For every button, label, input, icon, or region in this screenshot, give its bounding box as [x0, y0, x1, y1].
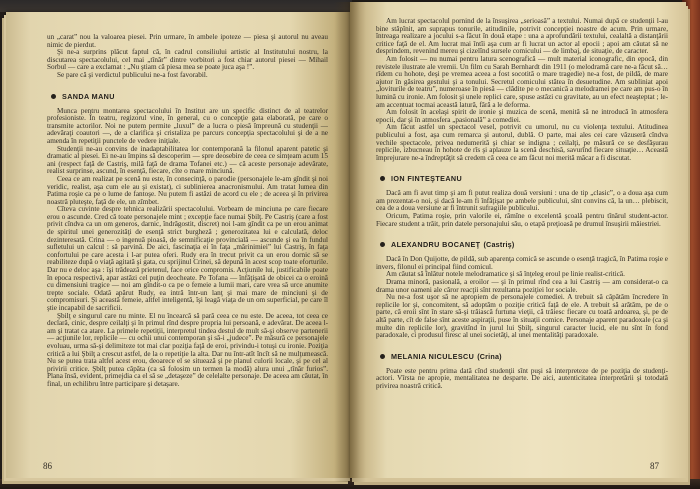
paragraph: Am făcut astfel un spectacol vesel, potrivit cu umorul, nu cu violenţa textului. Atitudinea publicului a fost, aşa cum remarca şi autorul, dublă. O parte, mai ales cei care văzuseră cîndva vechile spectacole, privea nedumerită şi chiar se indigna ; ceilalţi, pe măsură ce se desfăşurau replicile, izbucneau în hohote de rîs şi aplauze la scenă deschisă, savurînd fiecare situaţie… Această împrejurare ne-a îndreptăţit să credem că ceea ce am făcut noi merită măcar a fi discutat. [376, 123, 668, 162]
bullet-icon [380, 176, 385, 181]
paragraph: Drama minoră, pasională, a eroilor — şi în primul rînd cea a lui Castriş — am considerat-o ca drama unor oameni ale căror reacţii sînt rezultanta poziţiei lor sociale. [376, 278, 668, 294]
paragraph: Munca pentru montarea spectacolului în Institut are un specific distinct de al teatrelor profesioniste. În teatru, regizorul vine, în general, cu o concepţie gata elaborată, pe care o transmite actorilor. Noi ne putem permite „luxul” de a lucra o piesă împreună cu studenţii — adevăraţi coautori —, de a clarifica şi cristaliza pe parcurs concepţia spectacolului şi de a ne amenda în repetiţii punctele de vedere iniţiale. [47, 106, 328, 145]
section-heading [380, 240, 668, 249]
book-spine [334, 2, 366, 482]
bullet-icon [51, 94, 56, 99]
left-page-text [47, 34, 328, 389]
paragraph: Nu ne-a fost uşor să ne apropiem de personajele comediei. A trebuit să căpătăm încredere în replicile lor şi, concomitent, să adoptăm o poziţie critică faţă de ele. A trebuit să arătăm, pe de o parte, că eroii sînt în stare să-şi trăiască furtuna vieţii, că trăiesc fiecare cu toată ardoarea, şi, pe de altă parte, cît de false sînt aceste aspiraţii, puse în situaţii comice. Personaje aparent paradoxale (ca şi multe din replicile lor), gravitînd în jurul lui Şbilţ, singurul caracter lucid, ele nu sînt în fond paradoxale, ci produsul firesc al unei societăţi, al unei mentalităţi paradoxale. [376, 293, 668, 340]
paragraph: un „carat” nou la valoarea piesei. Prin urmare, în ambele ipoteze — piesa şi autorul nu aveau nimic de pierdut. [47, 33, 328, 49]
section-heading [380, 352, 668, 361]
paragraph: Studenţii ne-au convins de inadaptabilitatea lor contemporană la filonul aparent patetic şi dramatic al piesei. Ei ne-au împins să descoperim — spre deosebire de ceea ce simţeam acum 15 ani (respect faţă de Castriş, milă faţă de drama Tofanei etc.) — că aceste personaje adevărate, realist surprinse, ascund, în esenţă, fiecare, cîte o mare minciună. [47, 144, 328, 176]
paragraph: Oricum, Patima roşie, prin valorile ei, rămîne o excelentă şcoală pentru tînărul student-actor. Fiecare student a trăit, prin datele personajului său, o etapă preţioasă pe drumul însuşirii măiestriei. [376, 212, 668, 228]
background-surface [0, 0, 352, 12]
paragraph: Şi ne-a surprins plăcut faptul că, în cadrul consiliului artistic al Institutului nostru, la discutarea spectacolului, cel mai „tînăr” dintre vorbitori a fost chiar autorul piesei — Mihail Sorbul — care a exclamat : „Nu ştiam că piesa mea se poate juca aşa !”. [47, 48, 328, 72]
paragraph: Se pare că şi verdictul publicului ne-a fost favorabil. [57, 70, 208, 79]
page-number: 86 [43, 461, 52, 471]
paragraph: Dacă am fi avut timp şi am fi putut realiza două versiuni : una de tip „clasic”, o a doua aşa cum am prezentat-o noi, şi dacă le-am fi înfăţişat pe ambele publicului, sînt convins că, la un… plebiscit, cea de a doua versiune ar fi întrunit sufragiile publicului. [376, 189, 668, 213]
page-number: 87 [650, 461, 659, 471]
speaker-name: ION FINTEŞTEANU [391, 174, 463, 184]
speaker-name: MELANIA NICULESCU [391, 351, 475, 361]
section-heading [380, 174, 668, 183]
paragraph: Am lucrat spectacolul pornind de la însuşirea „serioasă” a textului. Numai după ce studenţii l-au bine stăpînit, am suprapus tonurile, atitudinile, potrivit concepţiei noastre de acum. Prin urmare, întreaga realizare a jocului s-a făcut în două etape : una a aprofundării textului, cealaltă a distanţării critice faţă de el. Am lucrat mai întîi aşa cum ar fi lucrat un actor al epocii ; apoi am căutat să ne desprindem, revenind mereu şi cizelînd sursele comicului — de limbaj, de situaţie, de caracter. [376, 17, 668, 56]
speaker-name: SANDA MANU [62, 91, 115, 101]
right-page-text [376, 18, 668, 391]
paragraph: Ceea ce am realizat pe scenă nu este, în consecinţă, o parodie (personajele le-am gîndit şi noi veridic, realist, aşa cum ele au şi existat), ci sublinierea anacronismului. Am tratat lumea din Patima roşie ca pe o lume de fantoşe. Nu putem fi astăzi de acord cu ele ; de aceea şi în privirea noastră pluteşte, faţă de ele, un zîmbet. [47, 174, 328, 206]
paragraph: Dacă în Don Quijotte, de pildă, sub aparenţa comică se ascunde o esenţă tragică, în Patima roşie e invers, filonul ei principal fiind comicul. [376, 255, 668, 271]
bullet-icon [380, 242, 385, 247]
paragraph: Poate este pentru prima dată cînd studenţii sînt puşi să interpreteze de pe poziţia de studenţi-actori. Vîrsta ne apropie, mentalitatea ne desparte. De aici, autenticitatea interpretării şi totodată privirea noastră critică. [376, 366, 668, 390]
character-role: (Crina) [477, 351, 502, 361]
bullet-icon [380, 354, 385, 359]
paragraph: Am folosit în acelaşi spirit de ironie şi muzica de scenă, menită să ne introducă în atmosfera epocii, dar şi în atmosfera „pasională” a comediei. [376, 108, 668, 124]
paragraph: Şbilţ e singurul care nu minte. El nu încearcă să pară ceea ce nu este. De aceea, tot ceea ce declară, cinic, despre ceilalţi şi în primul rînd despre propria lui persoană, e adevărat. De aceea l-am şi tratat ca atare. La primele repetiţii, interpretul tindea destul de mult să-şi observe partenerii — acţiunile lor, replicile — cu ochii unui contemporan şi să-i „judece”. Pe măsură ce personajele evoluau, urma să-şi delimiteze tot mai clar poziţia faţă de eroi, privindu-i totuşi cu ironie. Poziţia critică a lui Şbilţ a crescut astfel, de la o repetiţie la alta. Dar nu într-atît încît să ne mulţumească. Nu se putea trata altfel acest erou, deoarece el se situează şi pe planul culorii locale, şi pe cel al privirii critice. Şbilţ putea căpăta (ca să folosim un termen la modă) alura unui „tînăr furios”. Plana însă, evident, primejdia ca el să se „detaşeze” de celelalte personaje. De aceea am căutat, în final, un echilibru între participare şi detaşare. [47, 311, 328, 388]
character-role: (Castriş) [483, 240, 515, 250]
section-heading [51, 92, 328, 101]
paragraph: Am folosit — nu numai pentru latura scenografică — mult material iconografic, din epocă, din revistele ilustrate ale vremii. Un film cu Sarah Bernhardt din 1911 (o melodramă care ne-a făcut să… rîdem cu hohote, deşi pe vremea aceea a fost socotită o mare tragedie) ne-a fost, de pildă, de mare ajutor în găsirea gestului şi a tonului. Secretul comicului stătea în desuetudine. Am subliniat apoi „loviturile de teatru”, numeroase în piesă — clădite pe o mecanică a melodramei pe care am pus-o în lumină cu ironie. Am folosit şi unele replici care, spuse astăzi cu gravitate, au un efect neaşteptat ; le-am accentuat tocmai această latură, fără a le deforma. [376, 54, 668, 109]
paragraph: Cîteva cuvinte despre tehnica realizării spectacolului. Vorbeam de minciuna pe care fiecare erou o ascunde. Cred că toate personajele mint ; excepţie face numai Şbilţ. Pe Castriş (care a fost privit cîndva ca un om generos, darnic, îndrăgostit, discret) noi l-am gîndit ca pe un erou animat de spiritul unei generozităţi de esenţă strict burgheză ; generozitatea lui e calculată, deloc dezinteresată. Crina — o ingenuă pioasă, de semnificaţie provincială — ascunde şi ea în fundul sufletului un calcul : să parvină. De aici, fascinaţia ei în faţa „mărinimiei” lui Castriş, în faţa confortului pe care acesta i l-ar putea oferi. Rudy era în trecut privit ca un erou dornic să se reabiliteze după o viaţă agitată şi gata, cu sprijinul Crinei, să depună în acest scop toate eforturile. Dar nu e deloc aşa : îşi trădează prietenul, face orice compromis. Acţiunile lui, justificabile poate în epoca respectivă, apar astăzi cel puţin deocheate. Pe Tofana — înfăţişată de obicei ca o eroină cu dimensiuni tragice — noi am gîndit-o ca pe o femeie a lumii mari, care vrea să urce anumite trepte sociale. Odată apărut Rudy, ea intră într-un lanţ şi mai mare de minciuni şi de compromisuri. Şi această femeie, altfel inteligentă, îşi leagă viaţa de un om superficial, pe care îl ştie incapabil de sacrificii. [47, 205, 328, 312]
paragraph: Am căutat să înlătur notele melodramatice şi să înţeleg eroul pe linie realist-critică. [386, 270, 625, 279]
speaker-name: ALEXANDRU BOCANEŢ [391, 240, 481, 250]
